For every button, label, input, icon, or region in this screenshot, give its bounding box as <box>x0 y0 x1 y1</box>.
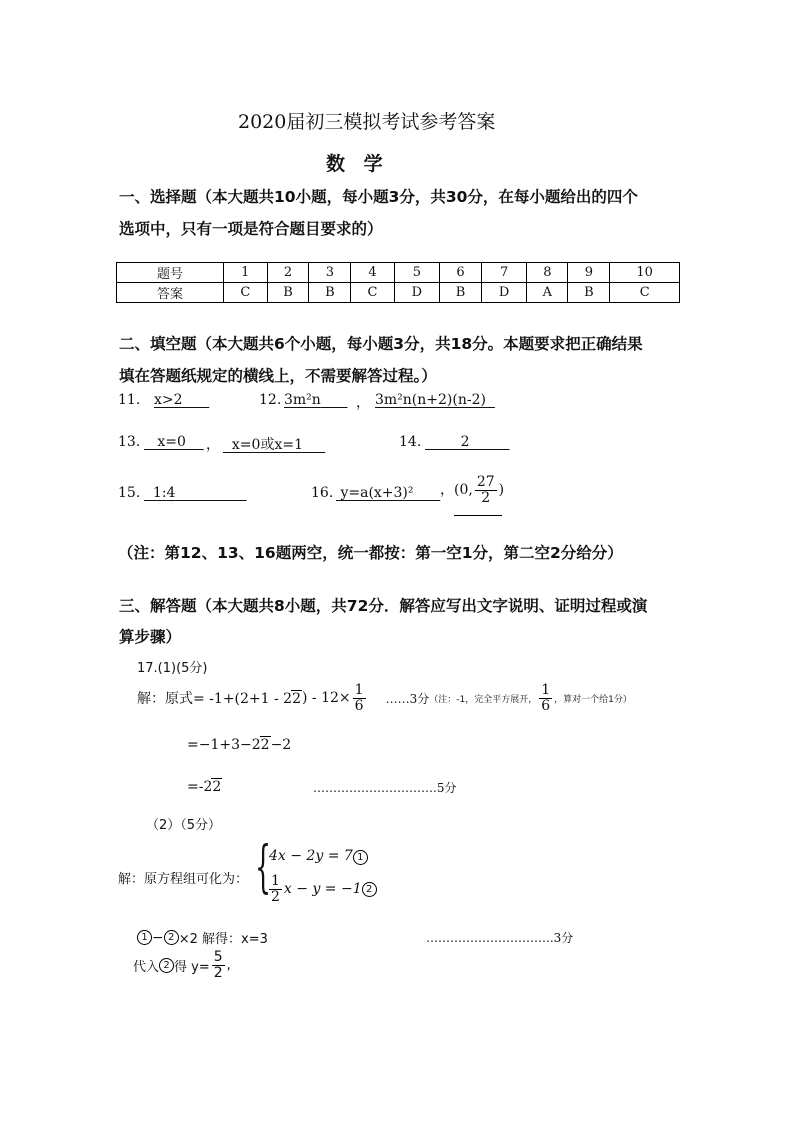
table-cell: D <box>394 283 439 303</box>
q14-label: 14. <box>399 434 422 450</box>
section2-heading-line2: 填在答题纸规定的横线上，不需要解答过程。） <box>119 367 437 385</box>
q17-1-score-3: ……3分 <box>385 691 430 706</box>
table-cell: B <box>267 283 309 303</box>
fraction-den: 6 <box>541 697 551 714</box>
q13-answer1 <box>144 434 204 450</box>
subject-title: 数 学 <box>326 153 389 175</box>
step2-text-b: 得 y= <box>174 959 210 975</box>
q16-answer2 <box>440 475 504 505</box>
table-cell: 7 <box>481 263 526 283</box>
fraction-den: 6 <box>354 697 364 714</box>
q17-2-step1 <box>137 928 268 947</box>
q17-1-score-5: ………………………….5分 <box>313 781 457 795</box>
q16-fraction <box>475 475 497 505</box>
q11-answer <box>148 392 212 408</box>
q12-label: 12. <box>259 392 282 408</box>
table-cell: 6 <box>440 263 482 283</box>
fraction-den: 2 <box>213 964 223 981</box>
fraction-num: 1 <box>354 682 364 698</box>
q12-answer2 <box>375 392 495 408</box>
q13-answer2-text: x=0或x=1 <box>231 437 303 453</box>
q15-answer <box>144 485 247 501</box>
step1-text: ×2 解得：x=3 <box>178 932 268 947</box>
q12-answer1-text: 3m²n <box>284 392 321 408</box>
table-cell: B <box>568 283 610 303</box>
fraction-num: 1 <box>541 682 551 698</box>
q17-1-note-a: （注：-1，完全平方展开， <box>429 694 538 705</box>
q15-answer-text: 1:4 <box>152 485 176 501</box>
q17-1-line2 <box>187 736 291 753</box>
equation-1-text: 4x − 2y = 7 <box>269 848 353 864</box>
q16-label: 16. <box>311 485 334 501</box>
sqrt-2: 2 <box>292 690 302 707</box>
fraction-five-halves <box>212 950 225 980</box>
table-row <box>117 283 680 303</box>
q16-underline <box>454 515 502 516</box>
sqrt-2: 2 <box>212 779 222 795</box>
section2-heading-line1: 二、填空题（本大题共6个小题，每小题3分，共18分。本题要求把正确结果 <box>119 335 643 353</box>
q16-fraction-num: 27 <box>476 474 495 490</box>
equation-2-text: x − y = −1 <box>283 881 362 898</box>
table-cell: B <box>440 283 482 303</box>
table-cell: 10 <box>610 263 680 283</box>
q17-1-line1 <box>137 683 632 713</box>
circled-number: 2 <box>362 882 377 897</box>
section1-heading-line2: 选项中，只有一项是符合题目要求的） <box>119 220 383 238</box>
q16-answer2-prefix: ，(0, <box>440 482 473 499</box>
sqrt-2: 2 <box>260 737 270 753</box>
q17-1-label: 17.(1)(5分) <box>137 661 208 676</box>
q17-1-line3 <box>187 778 222 795</box>
section3-heading-line1: 三、解答题（本大题共8小题，共72分．解答应写出文字说明、证明过程或演 <box>119 597 648 615</box>
q17-1-line3-text-a: =-2 <box>187 779 213 795</box>
equation-2 <box>269 874 377 904</box>
table-cell: B <box>309 283 351 303</box>
table-cell: 4 <box>351 263 394 283</box>
circled-number: 1 <box>137 930 152 945</box>
table-cell: 2 <box>267 263 309 283</box>
q13-answer2 <box>223 434 325 454</box>
q11-label: 11. <box>118 392 141 408</box>
note-fraction-one-sixth <box>539 683 552 713</box>
q13-separator: ， <box>206 437 220 453</box>
q16-answer2-suffix: ) <box>498 482 505 499</box>
section2-note: （注：第12、13、16题两空，统一都按：第一空1分，第二空2分给分） <box>118 544 623 562</box>
table-header-cell: 题号 <box>117 263 224 283</box>
table-cell: C <box>610 283 680 303</box>
brace: { <box>255 835 272 900</box>
table-cell: 1 <box>224 263 267 283</box>
answer-table <box>116 262 680 303</box>
q14-answer <box>425 434 510 450</box>
page-title: 2020届初三模拟考试参考答案 <box>238 111 496 133</box>
q11-answer-text: x>2 <box>154 392 183 408</box>
equation-2-fraction <box>269 874 282 904</box>
fraction-num: 5 <box>213 949 223 965</box>
q15-label: 15. <box>118 485 141 501</box>
table-cell: C <box>351 283 394 303</box>
table-cell: 5 <box>394 263 439 283</box>
step2-text-a: 代入 <box>133 959 160 975</box>
q17-1-line2-text-b: −2 <box>270 737 292 753</box>
q17-2-label: （2）（5分） <box>146 818 222 833</box>
section3-heading-line2: 算步骤） <box>119 628 182 646</box>
q17-2-step2 <box>133 950 231 980</box>
q17-1-line2-text-a: =−1+3−2 <box>187 737 261 753</box>
q17-1-line1-text-a: 解：原式= -1+(2+1 - 2 <box>137 691 293 708</box>
table-cell: C <box>224 283 267 303</box>
table-cell: 8 <box>527 263 568 283</box>
table-row <box>117 263 680 283</box>
section1-heading-line1: 一、选择题（本大题共10小题，每小题3分，共30分，在每小题给出的四个 <box>119 188 638 206</box>
step2-text-c: , <box>226 957 231 973</box>
table-cell: D <box>481 283 526 303</box>
q16-answer1-text: y=a(x+3)² <box>340 485 414 501</box>
circled-number: 1 <box>353 850 368 865</box>
circled-number: 2 <box>159 958 174 973</box>
q17-1-note-b: ，算对一个给1分） <box>554 694 632 705</box>
q16-answer1 <box>336 485 440 501</box>
table-header-cell: 答案 <box>117 283 224 303</box>
q17-2-score-3: …………………………..3分 <box>426 931 574 945</box>
q16-fraction-den: 2 <box>481 489 491 506</box>
q17-1-line1-text-b: ) - 12× <box>302 690 351 707</box>
table-cell: 9 <box>568 263 610 283</box>
q13-label: 13. <box>118 434 141 450</box>
q12-separator: ， <box>356 395 370 411</box>
q12-answer1 <box>284 392 348 408</box>
fraction-num: 1 <box>271 873 280 889</box>
q14-answer-text: 2 <box>460 434 470 450</box>
fraction-den: 2 <box>271 888 280 905</box>
q13-answer1-text: x=0 <box>157 434 186 450</box>
fraction-one-sixth <box>353 683 366 713</box>
circled-number: 2 <box>164 930 179 945</box>
step1-minus: − <box>152 929 164 946</box>
equation-1 <box>269 848 368 865</box>
table-cell: 3 <box>309 263 351 283</box>
q12-answer2-text: 3m²n(n+2)(n-2) <box>375 392 486 408</box>
table-cell: A <box>527 283 568 303</box>
q17-2-intro: 解：原方程组可化为： <box>118 872 249 887</box>
